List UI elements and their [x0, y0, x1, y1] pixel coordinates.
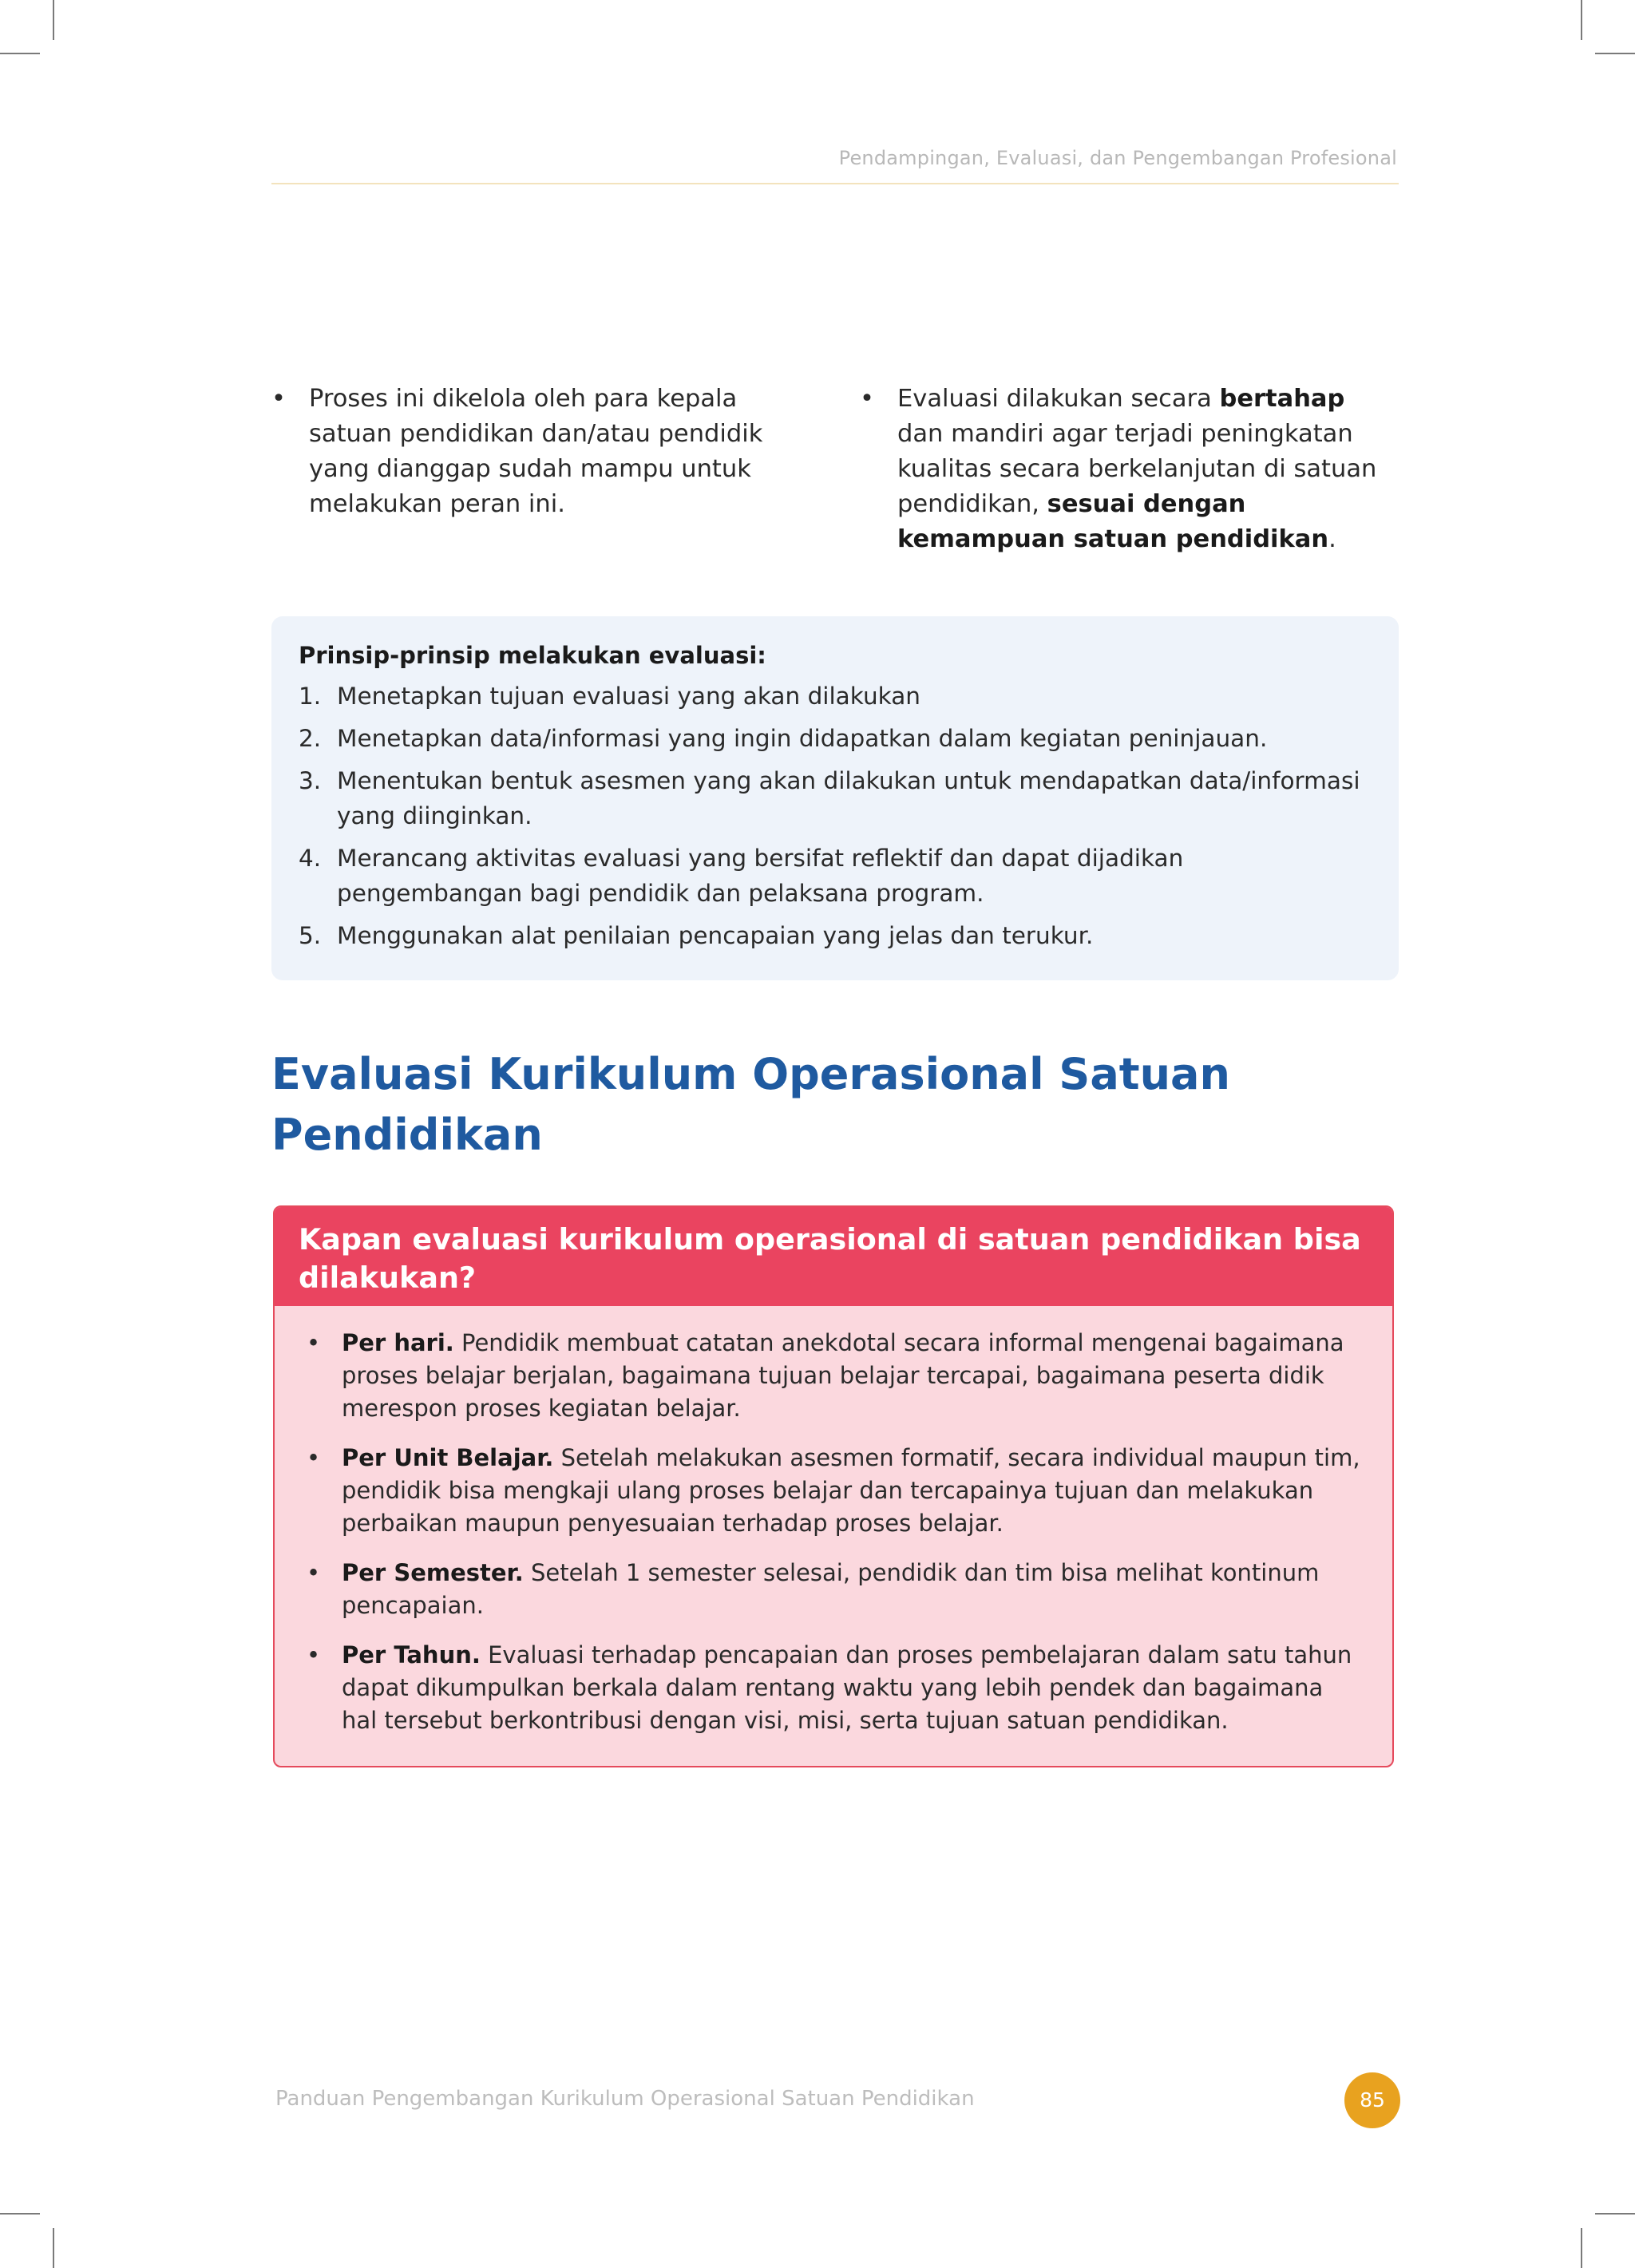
text-run: Evaluasi dilakukan secara — [897, 385, 1220, 413]
item-text: Evaluasi terhadap pencapaian dan proses pembelajaran dalam satu tahun dapat dikumpulkan berkala dalam rentang waktu yang lebih pendek dan bagaimana hal tersebut berkontribusi dengan visi, misi, serta tujuan satuan pendidikan. — [342, 1641, 1352, 1734]
bullet-dot: • — [860, 385, 874, 413]
evaluation-timing-title: Kapan evaluasi kurikulum operasional di satuan pendidikan bisa dilakukan? — [275, 1207, 1392, 1306]
bullet-dot: • — [307, 1329, 321, 1356]
item-label: Per Unit Belajar. — [342, 1444, 554, 1471]
right-column-bullet — [860, 382, 1387, 557]
item-text: Setelah 1 semester selesai, pendidik dan tim bisa melihat kontinum pencapaian. — [342, 1559, 1320, 1619]
bold-text: sesuai dengan kemampuan satuan pendidikan — [897, 490, 1329, 553]
section-heading-line: Evaluasi Kurikulum Operasional Satuan — [271, 1049, 1230, 1099]
section-heading — [271, 1044, 1309, 1166]
footer-book-title: Panduan Pengembangan Kurikulum Operasional Satuan Pendidikan — [275, 2087, 975, 2111]
list-item — [299, 763, 1370, 833]
list-item-text: Menetapkan data/informasi yang ingin didapatkan dalam kegiatan peninjauan. — [337, 725, 1268, 752]
list-number: 3. — [299, 767, 322, 794]
item-label: Per hari. — [342, 1329, 454, 1356]
principles-list — [299, 679, 1370, 953]
list-item-text: Menentukan bentuk asesmen yang akan dilakukan untuk mendapatkan data/informasi yang diinginkan. — [337, 767, 1360, 829]
evaluation-timing-box — [273, 1205, 1394, 1767]
crop-mark — [0, 2213, 40, 2215]
list-item — [299, 841, 1370, 911]
section-heading-line: Pendidikan — [271, 1110, 543, 1160]
principles-box — [271, 616, 1399, 980]
text-run: . — [1328, 525, 1336, 553]
item-label: Per Semester. — [342, 1559, 524, 1586]
principles-title: Prinsip-prinsip melakukan evaluasi: — [299, 642, 766, 669]
list-item-text: Menggunakan alat penilaian pencapaian yang jelas dan terukur. — [337, 922, 1094, 949]
crop-mark — [53, 2228, 54, 2268]
item-label: Per Tahun. — [342, 1641, 481, 1668]
list-item — [307, 1442, 1360, 1540]
list-item — [307, 1557, 1360, 1622]
crop-mark — [1581, 0, 1582, 40]
list-item — [299, 721, 1370, 756]
crop-mark — [1581, 2228, 1582, 2268]
list-item-text: Merancang aktivitas evaluasi yang bersifat reflektif dan dapat dijadikan pengembangan bagi pendidik dan pelaksana program. — [337, 845, 1184, 907]
list-number: 4. — [299, 845, 322, 872]
crop-mark — [53, 0, 54, 40]
crop-mark — [1595, 53, 1635, 54]
left-column-text: Proses ini dikelola oleh para kepala satuan pendidikan dan/atau pendidik yang dianggap sudah mampu untuk melakukan peran ini. — [309, 385, 763, 518]
bullet-dot: • — [307, 1641, 321, 1668]
list-item — [299, 679, 1370, 714]
bullet-dot: • — [307, 1444, 321, 1471]
running-header: Pendampingan, Evaluasi, dan Pengembangan Profesional — [838, 147, 1397, 169]
header-rule — [271, 183, 1399, 184]
bullet-dot: • — [307, 1559, 321, 1586]
crop-mark — [0, 53, 40, 54]
list-item — [307, 1327, 1360, 1425]
bold-text: bertahap — [1219, 385, 1345, 413]
item-text: Setelah melakukan asesmen formatif, secara individual maupun tim, pendidik bisa mengkaji ulang proses belajar dan tercapainya tujuan dan melakukan perbaikan maupun penyesuaian terhadap proses belajar. — [342, 1444, 1360, 1537]
bullet-dot: • — [271, 385, 286, 413]
list-item-text: Menetapkan tujuan evaluasi yang akan dilakukan — [337, 683, 920, 710]
list-number: 2. — [299, 725, 322, 752]
crop-mark — [1595, 2213, 1635, 2215]
item-text: Pendidik membuat catatan anekdotal secara informal mengenai bagaimana proses belajar berjalan, bagaimana tujuan belajar tercapai, bagaimana peserta didik merespon proses kegiatan belajar. — [342, 1329, 1344, 1422]
list-number: 1. — [299, 683, 322, 710]
list-item — [307, 1639, 1360, 1737]
page-number-badge: 85 — [1344, 2072, 1400, 2128]
evaluation-timing-list — [275, 1306, 1392, 1737]
right-column-text — [860, 382, 1387, 557]
left-column-bullet — [271, 382, 766, 522]
text-run: dan mandiri agar terjadi peningkatan kualitas secara berkelanjutan di satuan pendidikan, — [897, 420, 1377, 518]
list-item — [299, 918, 1370, 953]
list-number: 5. — [299, 922, 322, 949]
